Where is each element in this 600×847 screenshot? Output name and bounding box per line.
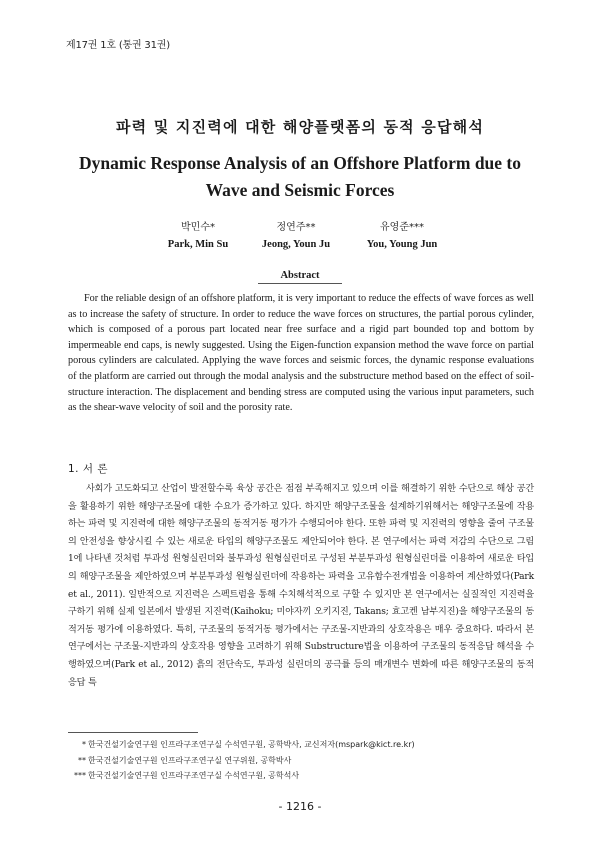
author-block (0, 221, 600, 253)
footnote-mark: ** (78, 755, 86, 765)
footnote-1 (68, 737, 415, 753)
footnote-2 (68, 753, 415, 769)
footnotes (68, 737, 415, 784)
author-korean-name: 유영준*** (380, 222, 424, 233)
abstract-text: For the reliable design of an offshore platform, it is very important to reduce the effects of wave forces as well as to increase the safety of structure. In order to reduce the wave forces on structures, the partial porous cylinder, which is composed of a porous part located near free surface and a rigid part bounded top and bottom by impermeable end caps, is newly suggested. Using the Eigen-function expansion method the wave force on partial porous cylinders are calculated. Applying the wave forces and seismic forces, the dynamic response evaluations of the platform are carried out through the modal analysis and the substructure method based on the effect of soil-structure interaction. The displacement and bending stress are computed using the various input parameters, such as the shear-wave velocity of soil and the porosity rate. (68, 293, 534, 414)
page-number: - 1216 - (278, 800, 322, 813)
footnote-mark: * (82, 740, 86, 749)
footnote-3 (68, 768, 415, 784)
footnote-text: 한국건설기술연구원 인프라구조연구실 수석연구원, 공학석사 (88, 771, 300, 780)
section-1-title: 1. 서 론 (68, 463, 108, 475)
footnote-mark: *** (74, 771, 86, 780)
footnote-divider (68, 732, 198, 733)
footnote-text: 한국건설기술연구원 인프라구조연구실 수석연구원, 공학박사, 교신저자(mspark@kict.re.kr) (88, 740, 415, 749)
author-3 (337, 221, 467, 252)
section-1-body: 사회가 고도화되고 산업이 발전할수록 육상 공간은 점점 부족해지고 있으며 이를 해결하기 위한 수단으로 해상 공간을 활용하기 위한 해양구조물에 대한 수요가 증가하고 있다. 하지만 해양구조물을 설계하기위해서는 해양구조물에 작용하는 파력 및 지진력에 대한 해양구조물의 동적거동 평가가 수행되어야 한다. 또한 파력 및 지진력의 영향을 줄여 구조물의 안전성을 향상시킬 수 있는 새로운 타입의 해양구조물도 제안되어야 한다. 본 연구에서는 파력 저감의 수단으로 그림 1에 나타낸 것처럼 투과성 원형실린더와 불투과성 원형실린더로 구성된 부분투과성 원형실린더를 이용하여 새로운 타입의 해양구조물을 제안하였으며 부분투과성 원형실린더에 작용하는 파력을 고유함수전개법을 이용하여 계산하였다(Park et al., 2011). 일반적으로 지진력은 스펙트럼을 통해 수치해석적으로 구할 수 있지만 본 연구에서는 실질적인 지진력을 구하기 위해 실제 일본에서 발생된 지진력(Kaihoku; 미야자끼 오키지진, Takans; 효고켄 남부지진)을 해양구조물의 동적거동 평가에 이용하였다. 특히, 구조물의 동적거동 평가에서는 구조물-지반과의 상호작용은 매우 중요하다. 따라서 본 연구에서는 구조물-지반과의 상호작용 영향을 고려하기 위해 Substructure법을 이용하여 구조물의 동적응답 해석을 수행하였으며(Park et al., 2012) 흙의 전단속도, 투과성 실린더의 공극률 등의 매개변수 변화에 따른 해양구조물의 동적응답 특 (68, 484, 534, 688)
korean-title: 파력 및 지진력에 대한 해양플랫폼의 동적 응답해석 (115, 118, 485, 136)
author-english-name: Park, Min Su (167, 239, 229, 250)
footnote-text: 한국건설기술연구원 인프라구조연구실 연구위원, 공학박사 (88, 755, 292, 765)
abstract-divider (258, 283, 342, 284)
author-korean-name: 정연주** (276, 222, 316, 233)
journal-issue-header: 제17권 1호 (통권 31권) (66, 40, 170, 51)
author-korean-name: 박민수* (181, 222, 215, 233)
abstract-heading: Abstract (280, 270, 320, 281)
english-title: Dynamic Response Analysis of an Offshore Platform due to Wave and Seismic Forces (78, 153, 522, 200)
author-english-name: You, Young Jun (366, 239, 438, 250)
author-english-name: Jeong, Youn Ju (261, 239, 331, 250)
